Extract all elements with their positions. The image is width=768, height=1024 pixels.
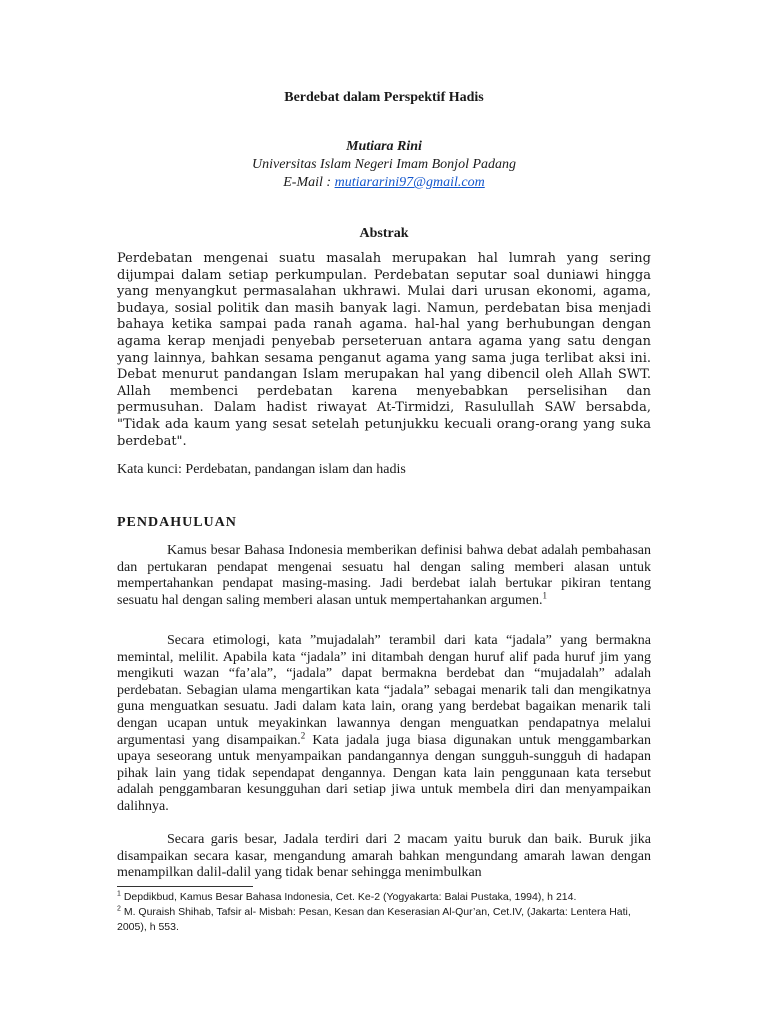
footnotes bbox=[117, 890, 651, 935]
paragraph-1 bbox=[117, 543, 651, 609]
footnote-1 bbox=[117, 890, 651, 905]
email-link[interactable]: mutiararini97@gmail.com bbox=[334, 175, 485, 190]
author-affiliation: Universitas Islam Negeri Imam Bonjol Padang bbox=[251, 157, 517, 172]
abstract-text: Perdebatan mengenai suatu masalah merupakan hal lumrah yang sering dijumpai dalam setiap perkumpulan. Perdebatan seputar soal duniawi hingga yang menyangkut permasalahan ukhrawi. Mulai dari urusan ekonomi, agama, budaya, sosial politik dan masih banyak lagi. Namun, perdebatan bisa menjadi bahaya ketika sampai pada ranah agama. hal-hal yang berhubungan dengan agama kerap menjadi penyebab perseteruan antara agama yang satu dengan yang lainnya, bahkan sesama penganut agama yang sama juga terlibat aksi ini. Debat menurut pandangan Islam merupakan hal yang dibencil oleh Allah SWT. Allah membenci perdebatan karena menyebabkan perselisihan dan permusuhan. Dalam hadist riwayat At-Tirmidzi, Rasulullah SAW bersabda, "Tidak ada kaum yang sesat setelah petunjukku kecuali orang-orang yang suka berdebat". bbox=[117, 251, 651, 449]
paragraph-2-text-after: Kata jadala juga biasa digunakan untuk menggambarkan upaya seseorang untuk menyampaikan pandangannya dengan sungguh-sungguh di hadapan pihak lain yang tidak sependapat dengannya. Dengan kata lain penggunaan kata tersebut adalah penggambaran kesungguhan dari setiap jiwa untuk membela diri dan menyampaikan dalihnya. bbox=[117, 732, 651, 814]
abstract-heading: Abstrak bbox=[359, 226, 409, 241]
section-heading: PENDAHULUAN bbox=[117, 515, 237, 530]
footnote-1-number: 1 bbox=[117, 890, 121, 898]
keywords: Kata kunci: Perdebatan, pandangan islam dan hadis bbox=[117, 462, 406, 477]
footnote-1-text: Depdikbud, Kamus Besar Bahasa Indonesia, Cet. Ke-2 (Yogyakarta: Balai Pustaka, 1994), h 214. bbox=[120, 891, 577, 903]
footnote-2-number: 2 bbox=[117, 905, 121, 913]
paragraph-1-text: Kamus besar Bahasa Indonesia memberikan definisi bahwa debat adalah pembahasan dan pertukaran pendapat mengenai sesuatu hal dengan saling memberi alasan untuk mempertahankan pendapat masing-masing. Jadi berdebat ialah bertukar pikiran tentang sesuatu hal dengan saling memberi alasan untuk mempertahankan argumen. bbox=[117, 543, 651, 608]
paragraph-2-text-before: Secara etimologi, kata ”mujadalah” terambil dari kata “jadala” yang bermakna memintal, melilit. Apabila kata “jadala” ini ditambah dengan huruf alif pada huruf jim yang mengikuti wazan “fa’ala”, “jadala” dapat bermakna berdebat dan “mujadalah” adalah perdebatan. Sebagian ulama mengartikan kata “jadala” sebagai menarik tali dan mengikatnya guna menguatkan sesuatu. Jadi dalam kata lain, orang yang berdebat bagaikan menarik tali dengan ucapan untuk meyakinkan lawannya dengan menguatkan pendapatnya melalui argumentasi yang disampaikan. bbox=[117, 633, 651, 748]
paragraph-2 bbox=[117, 633, 651, 816]
paper-title: Berdebat dalam Perspektif Hadis bbox=[284, 90, 484, 105]
paragraph-3: Secara garis besar, Jadala terdiri dari 2 macam yaitu buruk dan baik. Buruk jika disampaikan secara kasar, mengandung amarah bahkan mengundang amarah lawan dengan menampilkan dalil-dalil yang tidak benar sehingga menimbulkan bbox=[117, 832, 651, 881]
author-email bbox=[0, 175, 768, 191]
footnote-2 bbox=[117, 905, 651, 935]
footnote-ref-1: 1 bbox=[542, 590, 547, 601]
footnote-ref-2: 2 bbox=[300, 729, 306, 740]
footnote-2-text: M. Quraish Shihab, Tafsir al- Misbah: Pesan, Kesan dan Keserasian Al-Qur’an, Cet.IV, (Jakarta: Lentera Hati, 2005), h 553. bbox=[117, 906, 631, 933]
email-label: E-Mail : bbox=[283, 175, 335, 190]
footnote-divider bbox=[117, 886, 253, 887]
author-name: Mutiara Rini bbox=[346, 139, 422, 154]
